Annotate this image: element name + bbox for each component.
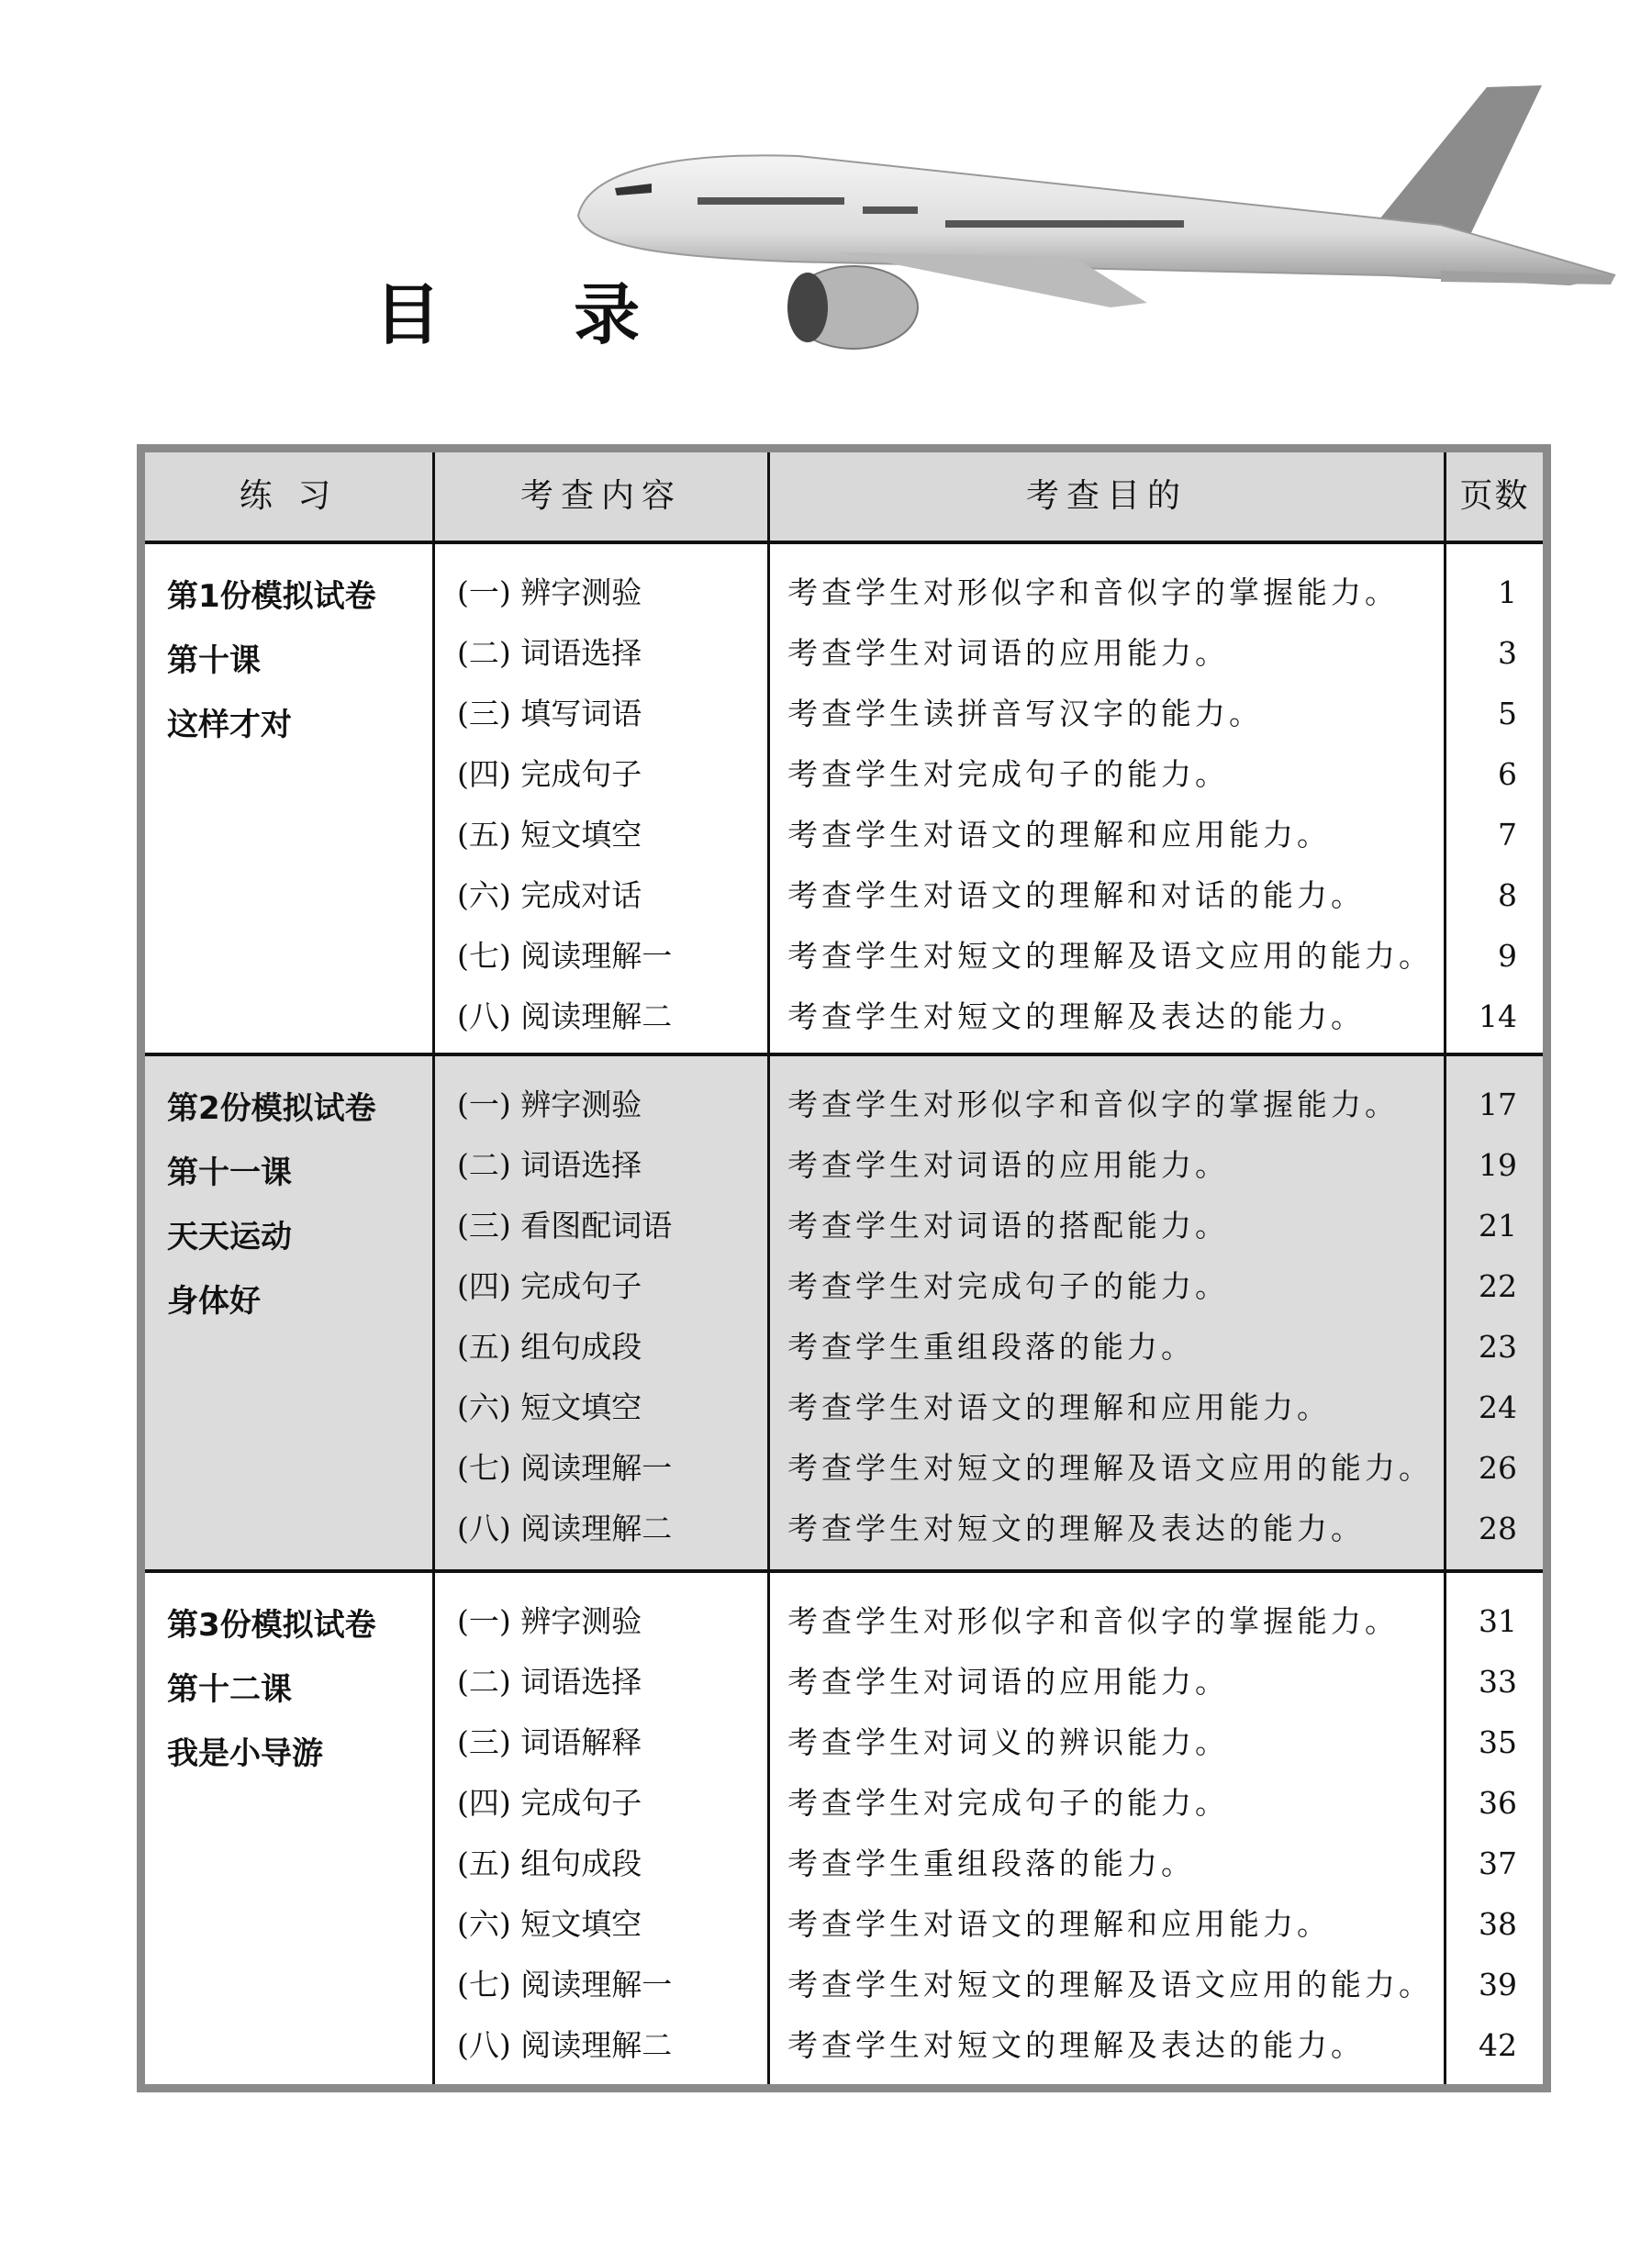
- column-divider: [1444, 452, 1446, 2084]
- column-divider: [432, 452, 435, 2084]
- exam-group: [145, 1569, 1543, 2084]
- test-purpose: 考查学生对完成句子的能力。: [787, 1785, 1229, 1821]
- test-purpose: 考查学生对形似字和音似字的掌握能力。: [787, 1603, 1399, 1639]
- toc-row[interactable]: [145, 987, 1543, 1047]
- toc-row[interactable]: [145, 1652, 1543, 1712]
- lesson-line: 第1份模拟试卷: [167, 578, 376, 615]
- lesson-line: 第十课: [167, 642, 261, 679]
- lesson-line: 身体好: [167, 1283, 261, 1320]
- test-purpose: 考查学生对语文的理解和应用能力。: [787, 817, 1331, 853]
- column-divider: [767, 452, 770, 2084]
- test-purpose: 考查学生对语文的理解和对话的能力。: [787, 877, 1365, 913]
- toc-row[interactable]: [145, 1955, 1543, 2015]
- test-purpose: 考查学生对词语的搭配能力。: [787, 1208, 1229, 1244]
- test-item: (五) 组句成段: [457, 1846, 642, 1881]
- page-number: 22: [1479, 1268, 1517, 1304]
- page-number: 19: [1479, 1147, 1517, 1183]
- lesson-line: 第2份模拟试卷: [167, 1090, 376, 1127]
- test-purpose: 考查学生对短文的理解及语文应用的能力。: [787, 938, 1433, 974]
- page-number: 3: [1498, 635, 1517, 671]
- test-item: (八) 阅读理解二: [457, 1511, 673, 1546]
- test-item: (三) 看图配词语: [457, 1208, 673, 1244]
- toc-row[interactable]: [145, 1377, 1543, 1438]
- page-number: 42: [1479, 2027, 1517, 2063]
- test-item: (四) 完成句子: [457, 1268, 642, 1304]
- page-number: 33: [1479, 1664, 1517, 1700]
- test-item: (二) 词语选择: [457, 635, 642, 671]
- page-title: 目 录: [374, 276, 696, 353]
- page-number: 8: [1498, 877, 1517, 913]
- page-number: 35: [1479, 1724, 1517, 1760]
- toc-row[interactable]: [145, 1499, 1543, 1559]
- test-purpose: 考查学生对词语的应用能力。: [787, 1147, 1229, 1183]
- toc-row[interactable]: [145, 865, 1543, 926]
- toc-row[interactable]: [145, 1591, 1543, 1652]
- page-number: 9: [1498, 938, 1517, 974]
- page-number: 23: [1479, 1329, 1517, 1365]
- page-number: 5: [1498, 696, 1517, 731]
- test-purpose: 考查学生对短文的理解及表达的能力。: [787, 998, 1365, 1034]
- test-purpose: 考查学生对词义的辨识能力。: [787, 1724, 1229, 1760]
- header-page: 页数: [1459, 477, 1530, 515]
- table-header: [145, 452, 1543, 544]
- test-item: (七) 阅读理解一: [457, 1450, 673, 1486]
- toc-row[interactable]: [145, 1712, 1543, 1773]
- header-purpose: 考查目的: [1025, 477, 1188, 515]
- test-item: (四) 完成句子: [457, 1785, 642, 1821]
- test-purpose: 考查学生对短文的理解及语文应用的能力。: [787, 1967, 1433, 2002]
- table-of-contents: [137, 444, 1551, 2092]
- exam-group: [145, 544, 1543, 1053]
- airplane-illustration: [560, 78, 1624, 381]
- test-purpose: 考查学生对完成句子的能力。: [787, 1268, 1229, 1304]
- test-item: (一) 辨字测验: [457, 574, 642, 610]
- toc-row[interactable]: [145, 563, 1543, 623]
- page-number: 1: [1498, 574, 1517, 610]
- test-item: (一) 辨字测验: [457, 1603, 642, 1639]
- page-number: 36: [1479, 1785, 1517, 1821]
- page-number: 7: [1498, 817, 1517, 853]
- test-item: (八) 阅读理解二: [457, 2027, 673, 2063]
- test-purpose: 考查学生对短文的理解及表达的能力。: [787, 1511, 1365, 1546]
- toc-row[interactable]: [145, 623, 1543, 684]
- test-item: (二) 词语选择: [457, 1664, 642, 1700]
- page-number: 37: [1479, 1846, 1517, 1881]
- test-item: (五) 组句成段: [457, 1329, 642, 1365]
- test-item: (四) 完成句子: [457, 756, 642, 792]
- toc-row[interactable]: [145, 1075, 1543, 1135]
- page-number: 14: [1479, 998, 1517, 1034]
- lesson-line: 第十一课: [167, 1154, 292, 1191]
- test-item: (七) 阅读理解一: [457, 1967, 673, 2002]
- toc-row[interactable]: [145, 1773, 1543, 1834]
- test-purpose: 考查学生重组段落的能力。: [787, 1329, 1195, 1365]
- header-content: 考查内容: [519, 477, 682, 515]
- test-item: (二) 词语选择: [457, 1147, 642, 1183]
- lesson-line: 天天运动: [167, 1219, 292, 1255]
- test-purpose: 考查学生对形似字和音似字的掌握能力。: [787, 574, 1399, 610]
- lesson-line: 我是小导游: [167, 1735, 323, 1772]
- exam-group: [145, 1053, 1543, 1569]
- page-number: 21: [1479, 1208, 1517, 1244]
- test-purpose: 考查学生对词语的应用能力。: [787, 635, 1229, 671]
- toc-row[interactable]: [145, 1834, 1543, 1894]
- test-purpose: 考查学生对短文的理解及表达的能力。: [787, 2027, 1365, 2063]
- test-purpose: 考查学生对短文的理解及语文应用的能力。: [787, 1450, 1433, 1486]
- header-exercise: 练 习: [239, 477, 339, 515]
- lesson-line: 第十二课: [167, 1671, 292, 1708]
- toc-row[interactable]: [145, 1196, 1543, 1256]
- page-number: 31: [1479, 1603, 1517, 1639]
- toc-row[interactable]: [145, 2015, 1543, 2076]
- test-item: (三) 填写词语: [457, 696, 642, 731]
- page-number: 17: [1479, 1087, 1517, 1122]
- page-number: 39: [1479, 1967, 1517, 2002]
- toc-row[interactable]: [145, 1256, 1543, 1317]
- page-number: 38: [1479, 1906, 1517, 1942]
- test-item: (七) 阅读理解一: [457, 938, 673, 974]
- test-purpose: 考查学生对完成句子的能力。: [787, 756, 1229, 792]
- test-purpose: 考查学生对语文的理解和应用能力。: [787, 1389, 1331, 1425]
- toc-row[interactable]: [145, 744, 1543, 805]
- toc-row[interactable]: [145, 1317, 1543, 1377]
- lesson-line: 这样才对: [167, 707, 292, 743]
- test-item: (六) 短文填空: [457, 1389, 642, 1425]
- page-number: 28: [1479, 1511, 1517, 1546]
- page-number: 26: [1479, 1450, 1517, 1486]
- test-item: (八) 阅读理解二: [457, 998, 673, 1034]
- test-item: (六) 完成对话: [457, 877, 642, 913]
- test-purpose: 考查学生对词语的应用能力。: [787, 1664, 1229, 1700]
- toc-row[interactable]: [145, 926, 1543, 987]
- toc-row[interactable]: [145, 1438, 1543, 1499]
- test-purpose: 考查学生对形似字和音似字的掌握能力。: [787, 1087, 1399, 1122]
- page-number: 24: [1479, 1389, 1517, 1425]
- test-item: (一) 辨字测验: [457, 1087, 642, 1122]
- toc-row[interactable]: [145, 1894, 1543, 1955]
- page-number: 6: [1498, 756, 1517, 792]
- toc-row[interactable]: [145, 805, 1543, 865]
- toc-row[interactable]: [145, 684, 1543, 744]
- test-item: (六) 短文填空: [457, 1906, 642, 1942]
- test-purpose: 考查学生重组段落的能力。: [787, 1846, 1195, 1881]
- test-purpose: 考查学生读拼音写汉字的能力。: [787, 696, 1263, 731]
- toc-row[interactable]: [145, 1135, 1543, 1196]
- test-purpose: 考查学生对语文的理解和应用能力。: [787, 1906, 1331, 1942]
- lesson-line: 第3份模拟试卷: [167, 1607, 376, 1644]
- test-item: (三) 词语解释: [457, 1724, 642, 1760]
- test-item: (五) 短文填空: [457, 817, 642, 853]
